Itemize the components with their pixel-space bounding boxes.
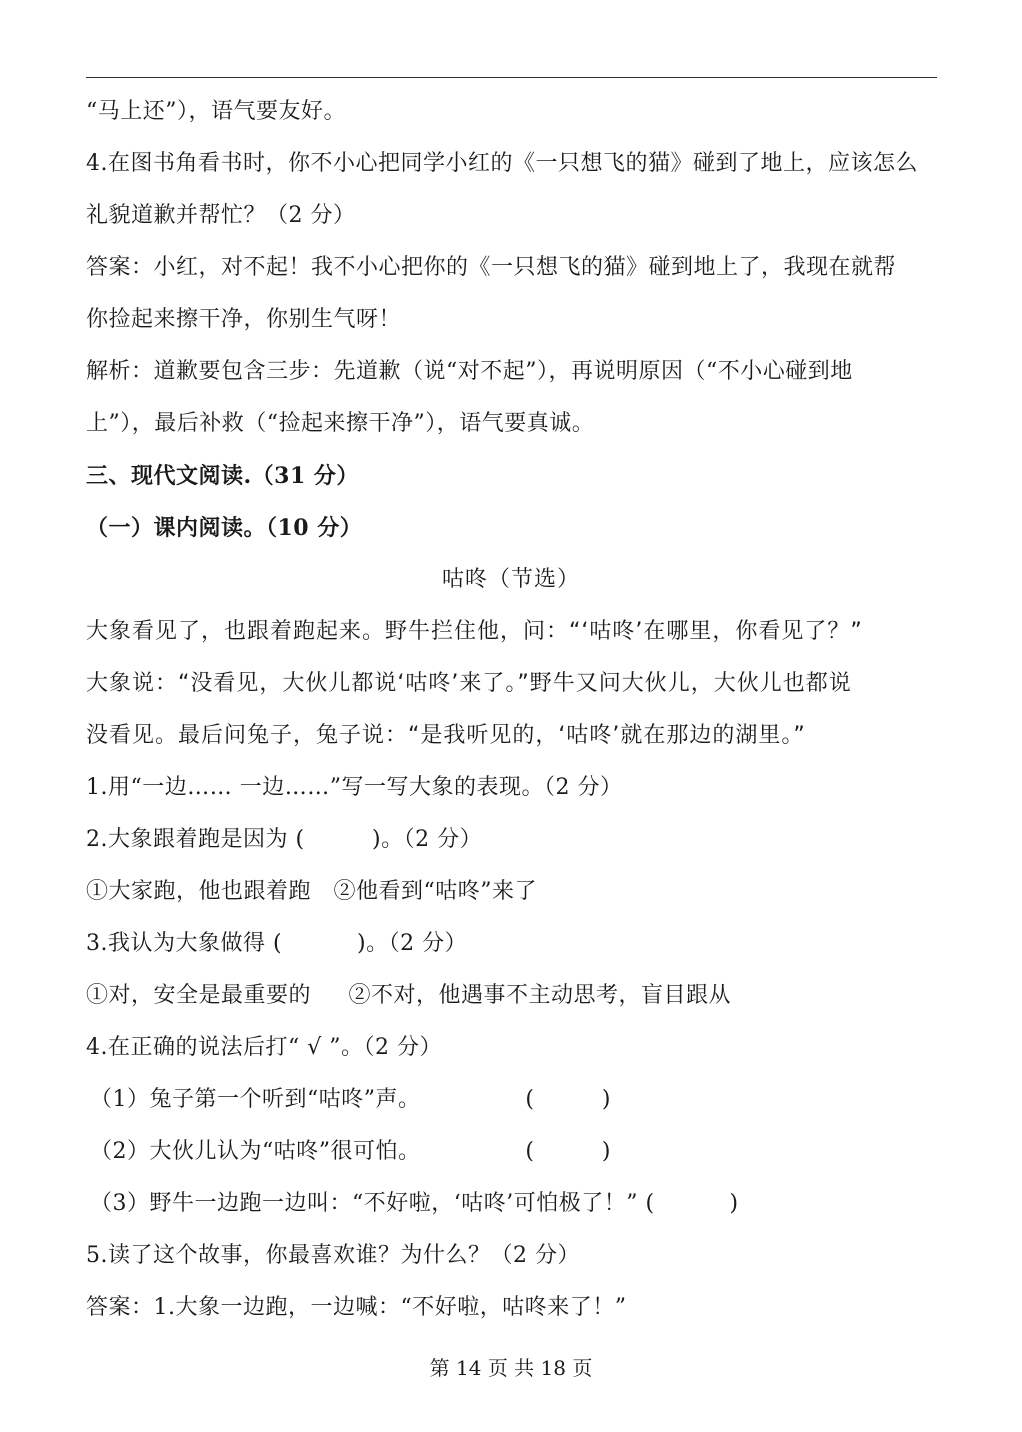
passage-title: 咕咚（节选） bbox=[441, 567, 580, 592]
question-2-options: ①大家跑，他也跟着跑 ②他看到“咕咚”来了 bbox=[86, 879, 537, 904]
text-line: 上”），最后补救（“捡起来擦干净”），语气要真诚。 bbox=[86, 411, 595, 436]
question-4: 4.在图书角看书时，你不小心把同学小红的《一只想飞的猫》碰到了地上，应该怎么 bbox=[86, 151, 918, 176]
passage-line: 大象说：“没看见，大伙儿都说‘咕咚’来了。”野牛又问大伙儿，大伙儿也都说 bbox=[86, 671, 852, 696]
text-line: 礼貌道歉并帮忙？（2 分） bbox=[86, 203, 356, 228]
question-3: 3.我认为大象做得 ( )。（2 分） bbox=[86, 931, 468, 956]
question-2: 2.大象跟着跑是因为 ( )。（2 分） bbox=[86, 827, 483, 852]
question-5: 5.读了这个故事，你最喜欢谁？为什么？（2 分） bbox=[86, 1243, 580, 1268]
question-1: 1.用“一边…… 一边……”写一写大象的表现。（2 分） bbox=[86, 775, 623, 800]
section-heading: 三、现代文阅读.（31 分） bbox=[86, 463, 359, 489]
judge-item-3: （3）野牛一边跑一边叫：“不好啦，‘咕咚’可怕极了！” ( ) bbox=[90, 1191, 739, 1216]
header-rule bbox=[86, 77, 937, 78]
text-line: “马上还”），语气要友好。 bbox=[86, 99, 346, 124]
subsection-heading: （一）课内阅读。（10 分） bbox=[86, 515, 363, 541]
judge-item-2: （2）大伙儿认为“咕咚”很可怕。 ( ) bbox=[90, 1139, 612, 1164]
page-footer: 第 14 页 共 18 页 bbox=[429, 1356, 593, 1380]
judge-item-1: （1）兔子第一个听到“咕咚”声。 ( ) bbox=[90, 1087, 612, 1112]
answer-line: 答案：1.大象一边跑，一边喊：“不好啦，咕咚来了！” bbox=[86, 1295, 627, 1320]
passage-line: 没看见。最后问兔子，兔子说：“是我听见的，‘咕咚’就在那边的湖里。” bbox=[86, 723, 806, 748]
question-3-options: ①对，安全是最重要的 ②不对，他遇事不主动思考，盲目跟从 bbox=[86, 983, 731, 1008]
text-line: 你捡起来擦干净，你别生气呀！ bbox=[86, 307, 402, 332]
passage-line: 大象看见了，也跟着跑起来。野牛拦住他，问：“‘咕咚’在哪里，你看见了？” bbox=[86, 619, 863, 644]
analysis-line: 解析：道歉要包含三步：先道歉（说“对不起”），再说明原因（“不小心碰到地 bbox=[86, 359, 853, 384]
answer-line: 答案：小红，对不起！我不小心把你的《一只想飞的猫》碰到地上了，我现在就帮 bbox=[86, 255, 897, 280]
question-4-judge: 4.在正确的说法后打“ √ ”。（2 分） bbox=[86, 1035, 442, 1060]
